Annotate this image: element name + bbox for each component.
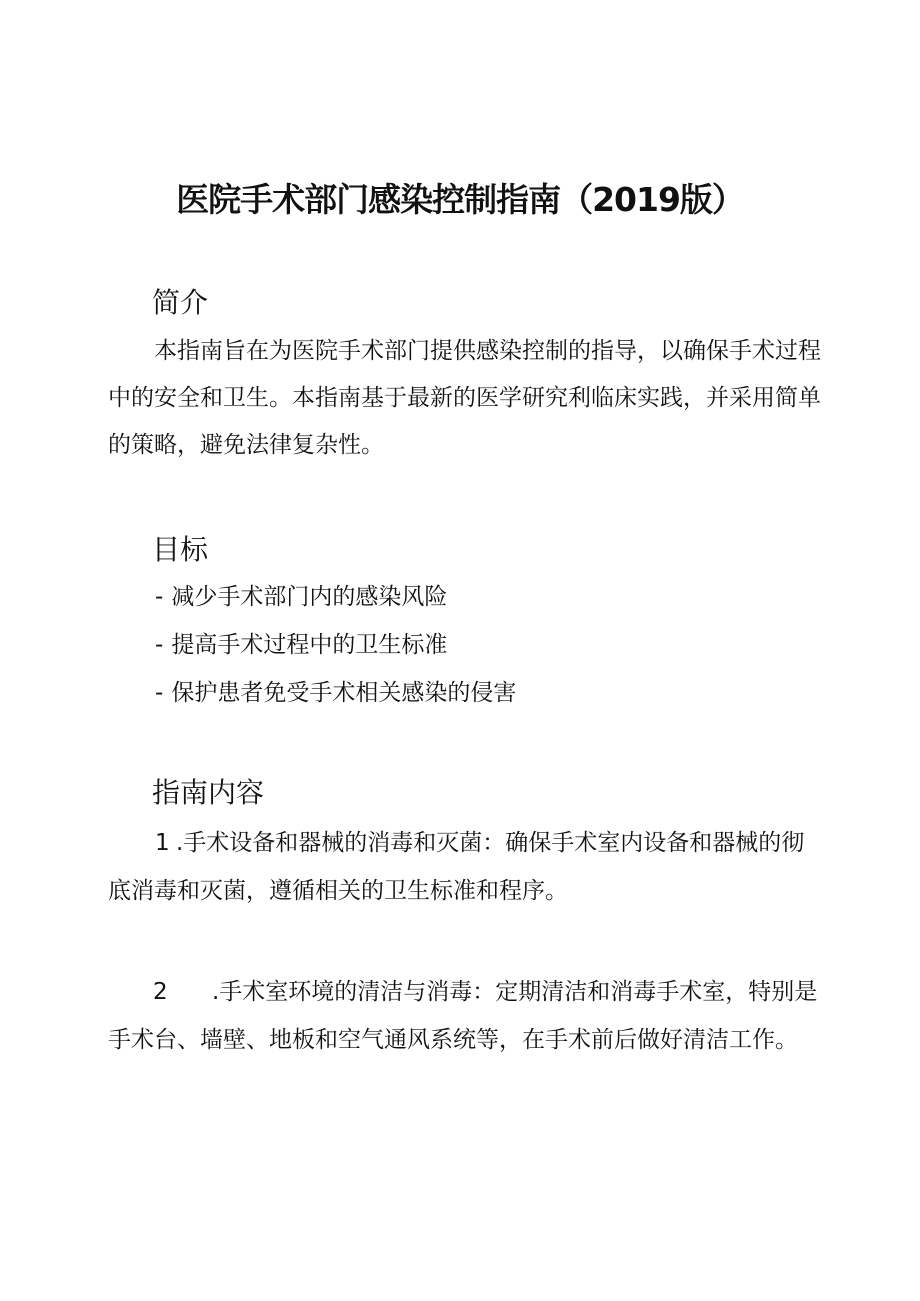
intro-line-1: 本指南旨在为医院手术部门提供感染控制的指导，以确保手术过程 bbox=[154, 338, 821, 364]
goal-item bbox=[155, 630, 447, 660]
content-item-2-line-2: 手术台、墙壁、地板和空气通风系统等，在手术前后做好清洁工作。 bbox=[108, 1027, 798, 1053]
content-heading: 指南内容 bbox=[152, 776, 265, 809]
goals-heading: 目标 bbox=[152, 533, 209, 566]
intro-line-2: 中的安全和卫生。本指南基于最新的医学研究利临床实践，并采用简单 bbox=[108, 385, 821, 411]
goal-item bbox=[155, 678, 516, 708]
content-item-2-line-1: .手术室环境的清洁与消毒：定期清洁和消毒手术室，特别是 bbox=[212, 979, 818, 1005]
goal-item-text: 提高手术过程中的卫生标准 bbox=[171, 632, 448, 658]
content-item-1-line-2: 底消毒和灭菌，遵循相关的卫生标准和程序。 bbox=[108, 878, 568, 904]
bullet-dash: - bbox=[155, 584, 164, 610]
goal-item-text: 减少手术部门内的感染风险 bbox=[171, 584, 448, 610]
goal-item bbox=[155, 582, 447, 612]
intro-line-3: 的策略，避免法律复杂性。 bbox=[108, 432, 384, 458]
intro-heading: 简介 bbox=[152, 286, 209, 319]
document-title: 医院手术部门感染控制指南（2019版） bbox=[176, 180, 744, 219]
content-item-number: 2 bbox=[153, 979, 168, 1005]
content-item-number: 1 bbox=[155, 830, 170, 856]
goal-item-text: 保护患者免受手术相关感染的侵害 bbox=[171, 680, 517, 706]
bullet-dash: - bbox=[155, 632, 164, 658]
content-item-1-line-1: .手术设备和器械的消毒和灭菌：确保手术室内设备和器械的彻 bbox=[176, 830, 805, 856]
bullet-dash: - bbox=[155, 680, 164, 706]
